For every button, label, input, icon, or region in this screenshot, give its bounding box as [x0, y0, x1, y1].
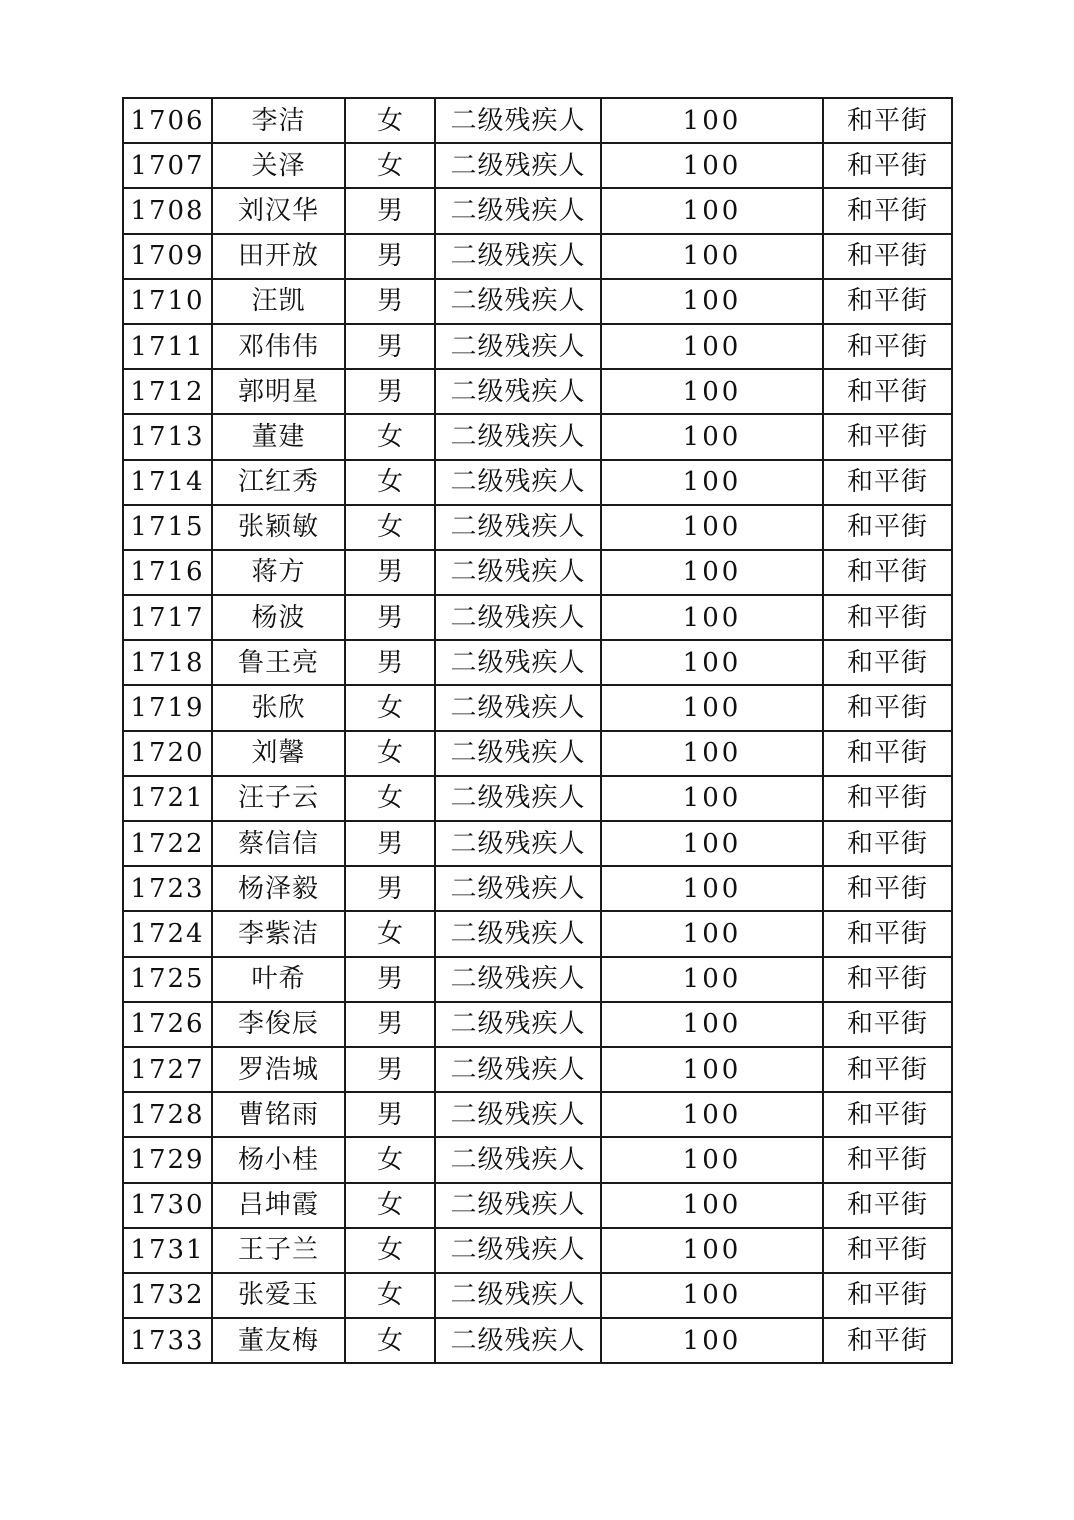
amount-cell: 100 — [601, 1273, 823, 1318]
gender-cell: 男 — [345, 324, 435, 369]
gender-cell: 男 — [345, 369, 435, 414]
gender-cell: 女 — [345, 731, 435, 776]
serial-number-cell: 1731 — [123, 1228, 212, 1273]
gender-cell: 男 — [345, 1092, 435, 1137]
table-row — [123, 1228, 952, 1273]
street-cell: 和平街 — [823, 640, 952, 685]
amount-cell: 100 — [601, 1183, 823, 1228]
name-cell: 张爱玉 — [212, 1273, 345, 1318]
category-cell: 二级残疾人 — [435, 1002, 601, 1047]
serial-number-cell: 1729 — [123, 1137, 212, 1182]
table-row — [123, 776, 952, 821]
street-cell: 和平街 — [823, 324, 952, 369]
gender-cell: 女 — [345, 98, 435, 143]
category-cell: 二级残疾人 — [435, 143, 601, 188]
gender-cell: 女 — [345, 1273, 435, 1318]
serial-number-cell: 1717 — [123, 595, 212, 640]
serial-number-cell: 1720 — [123, 731, 212, 776]
category-cell: 二级残疾人 — [435, 911, 601, 956]
street-cell: 和平街 — [823, 143, 952, 188]
street-cell: 和平街 — [823, 279, 952, 324]
table-row — [123, 98, 952, 143]
name-cell: 董友梅 — [212, 1318, 345, 1363]
category-cell: 二级残疾人 — [435, 866, 601, 911]
category-cell: 二级残疾人 — [435, 1047, 601, 1092]
name-cell: 曹铭雨 — [212, 1092, 345, 1137]
name-cell: 蒋方 — [212, 550, 345, 595]
table-row — [123, 324, 952, 369]
amount-cell: 100 — [601, 550, 823, 595]
street-cell: 和平街 — [823, 414, 952, 459]
table-row — [123, 866, 952, 911]
category-cell: 二级残疾人 — [435, 821, 601, 866]
amount-cell: 100 — [601, 911, 823, 956]
name-cell: 张颖敏 — [212, 505, 345, 550]
name-cell: 王子兰 — [212, 1228, 345, 1273]
name-cell: 鲁王亮 — [212, 640, 345, 685]
table-row — [123, 143, 952, 188]
street-cell: 和平街 — [823, 821, 952, 866]
amount-cell: 100 — [601, 188, 823, 233]
street-cell: 和平街 — [823, 1183, 952, 1228]
serial-number-cell: 1711 — [123, 324, 212, 369]
category-cell: 二级残疾人 — [435, 595, 601, 640]
name-cell: 张欣 — [212, 685, 345, 730]
category-cell: 二级残疾人 — [435, 1092, 601, 1137]
amount-cell: 100 — [601, 143, 823, 188]
gender-cell: 男 — [345, 957, 435, 1002]
gender-cell: 男 — [345, 640, 435, 685]
table-row — [123, 821, 952, 866]
name-cell: 罗浩城 — [212, 1047, 345, 1092]
street-cell: 和平街 — [823, 188, 952, 233]
serial-number-cell: 1709 — [123, 234, 212, 279]
category-cell: 二级残疾人 — [435, 234, 601, 279]
table-row — [123, 414, 952, 459]
serial-number-cell: 1723 — [123, 866, 212, 911]
amount-cell: 100 — [601, 957, 823, 1002]
street-cell: 和平街 — [823, 1137, 952, 1182]
gender-cell: 男 — [345, 279, 435, 324]
category-cell: 二级残疾人 — [435, 685, 601, 730]
gender-cell: 女 — [345, 143, 435, 188]
street-cell: 和平街 — [823, 550, 952, 595]
serial-number-cell: 1722 — [123, 821, 212, 866]
street-cell: 和平街 — [823, 98, 952, 143]
serial-number-cell: 1730 — [123, 1183, 212, 1228]
name-cell: 杨小桂 — [212, 1137, 345, 1182]
name-cell: 李俊辰 — [212, 1002, 345, 1047]
amount-cell: 100 — [601, 234, 823, 279]
gender-cell: 男 — [345, 595, 435, 640]
name-cell: 杨泽毅 — [212, 866, 345, 911]
category-cell: 二级残疾人 — [435, 550, 601, 595]
street-cell: 和平街 — [823, 1318, 952, 1363]
street-cell: 和平街 — [823, 731, 952, 776]
amount-cell: 100 — [601, 279, 823, 324]
amount-cell: 100 — [601, 731, 823, 776]
table-row — [123, 1183, 952, 1228]
street-cell: 和平街 — [823, 1092, 952, 1137]
amount-cell: 100 — [601, 369, 823, 414]
table-row — [123, 188, 952, 233]
category-cell: 二级残疾人 — [435, 776, 601, 821]
category-cell: 二级残疾人 — [435, 731, 601, 776]
table-row — [123, 1002, 952, 1047]
table-row — [123, 1273, 952, 1318]
category-cell: 二级残疾人 — [435, 414, 601, 459]
table-row — [123, 1092, 952, 1137]
gender-cell: 女 — [345, 776, 435, 821]
serial-number-cell: 1726 — [123, 1002, 212, 1047]
amount-cell: 100 — [601, 640, 823, 685]
serial-number-cell: 1721 — [123, 776, 212, 821]
name-cell: 李洁 — [212, 98, 345, 143]
street-cell: 和平街 — [823, 460, 952, 505]
amount-cell: 100 — [601, 595, 823, 640]
name-cell: 杨波 — [212, 595, 345, 640]
table-row — [123, 640, 952, 685]
gender-cell: 女 — [345, 685, 435, 730]
serial-number-cell: 1713 — [123, 414, 212, 459]
serial-number-cell: 1733 — [123, 1318, 212, 1363]
table-row — [123, 279, 952, 324]
table-row — [123, 1318, 952, 1363]
serial-number-cell: 1716 — [123, 550, 212, 595]
serial-number-cell: 1718 — [123, 640, 212, 685]
serial-number-cell: 1719 — [123, 685, 212, 730]
table-row — [123, 731, 952, 776]
amount-cell: 100 — [601, 776, 823, 821]
street-cell: 和平街 — [823, 776, 952, 821]
serial-number-cell: 1714 — [123, 460, 212, 505]
name-cell: 吕坤霞 — [212, 1183, 345, 1228]
serial-number-cell: 1724 — [123, 911, 212, 956]
street-cell: 和平街 — [823, 866, 952, 911]
gender-cell: 女 — [345, 1228, 435, 1273]
gender-cell: 女 — [345, 1183, 435, 1228]
gender-cell: 女 — [345, 1318, 435, 1363]
category-cell: 二级残疾人 — [435, 460, 601, 505]
table-row — [123, 911, 952, 956]
category-cell: 二级残疾人 — [435, 505, 601, 550]
category-cell: 二级残疾人 — [435, 957, 601, 1002]
serial-number-cell: 1715 — [123, 505, 212, 550]
category-cell: 二级残疾人 — [435, 1228, 601, 1273]
gender-cell: 男 — [345, 866, 435, 911]
gender-cell: 女 — [345, 414, 435, 459]
category-cell: 二级残疾人 — [435, 1137, 601, 1182]
serial-number-cell: 1710 — [123, 279, 212, 324]
street-cell: 和平街 — [823, 234, 952, 279]
amount-cell: 100 — [601, 821, 823, 866]
street-cell: 和平街 — [823, 1228, 952, 1273]
category-cell: 二级残疾人 — [435, 279, 601, 324]
name-cell: 汪子云 — [212, 776, 345, 821]
category-cell: 二级残疾人 — [435, 1273, 601, 1318]
category-cell: 二级残疾人 — [435, 369, 601, 414]
amount-cell: 100 — [601, 1228, 823, 1273]
amount-cell: 100 — [601, 98, 823, 143]
street-cell: 和平街 — [823, 1047, 952, 1092]
amount-cell: 100 — [601, 460, 823, 505]
category-cell: 二级残疾人 — [435, 324, 601, 369]
amount-cell: 100 — [601, 505, 823, 550]
table-row — [123, 685, 952, 730]
table-row — [123, 595, 952, 640]
name-cell: 郭明星 — [212, 369, 345, 414]
category-cell: 二级残疾人 — [435, 1318, 601, 1363]
gender-cell: 女 — [345, 1137, 435, 1182]
name-cell: 叶希 — [212, 957, 345, 1002]
street-cell: 和平街 — [823, 685, 952, 730]
gender-cell: 男 — [345, 1002, 435, 1047]
street-cell: 和平街 — [823, 369, 952, 414]
table-row — [123, 1047, 952, 1092]
gender-cell: 女 — [345, 911, 435, 956]
table-row — [123, 550, 952, 595]
gender-cell: 男 — [345, 550, 435, 595]
category-cell: 二级残疾人 — [435, 1183, 601, 1228]
serial-number-cell: 1727 — [123, 1047, 212, 1092]
street-cell: 和平街 — [823, 505, 952, 550]
street-cell: 和平街 — [823, 911, 952, 956]
gender-cell: 女 — [345, 505, 435, 550]
serial-number-cell: 1725 — [123, 957, 212, 1002]
category-cell: 二级残疾人 — [435, 98, 601, 143]
amount-cell: 100 — [601, 685, 823, 730]
gender-cell: 男 — [345, 1047, 435, 1092]
name-cell: 汪凯 — [212, 279, 345, 324]
name-cell: 江红秀 — [212, 460, 345, 505]
name-cell: 刘汉华 — [212, 188, 345, 233]
gender-cell: 男 — [345, 234, 435, 279]
serial-number-cell: 1732 — [123, 1273, 212, 1318]
category-cell: 二级残疾人 — [435, 188, 601, 233]
street-cell: 和平街 — [823, 1002, 952, 1047]
street-cell: 和平街 — [823, 595, 952, 640]
table-row — [123, 957, 952, 1002]
serial-number-cell: 1728 — [123, 1092, 212, 1137]
name-cell: 关泽 — [212, 143, 345, 188]
category-cell: 二级残疾人 — [435, 640, 601, 685]
amount-cell: 100 — [601, 1047, 823, 1092]
serial-number-cell: 1707 — [123, 143, 212, 188]
gender-cell: 男 — [345, 821, 435, 866]
name-cell: 刘馨 — [212, 731, 345, 776]
gender-cell: 女 — [345, 460, 435, 505]
amount-cell: 100 — [601, 1318, 823, 1363]
amount-cell: 100 — [601, 866, 823, 911]
street-cell: 和平街 — [823, 957, 952, 1002]
serial-number-cell: 1706 — [123, 98, 212, 143]
table-row — [123, 369, 952, 414]
table-row — [123, 234, 952, 279]
serial-number-cell: 1708 — [123, 188, 212, 233]
name-cell: 李紫洁 — [212, 911, 345, 956]
amount-cell: 100 — [601, 1002, 823, 1047]
amount-cell: 100 — [601, 414, 823, 459]
name-cell: 田开放 — [212, 234, 345, 279]
table-row — [123, 1137, 952, 1182]
name-cell: 蔡信信 — [212, 821, 345, 866]
roster-table — [122, 97, 953, 1364]
roster-table-body — [123, 98, 952, 1363]
name-cell: 董建 — [212, 414, 345, 459]
table-row — [123, 460, 952, 505]
amount-cell: 100 — [601, 1092, 823, 1137]
street-cell: 和平街 — [823, 1273, 952, 1318]
amount-cell: 100 — [601, 1137, 823, 1182]
table-row — [123, 505, 952, 550]
amount-cell: 100 — [601, 324, 823, 369]
gender-cell: 男 — [345, 188, 435, 233]
name-cell: 邓伟伟 — [212, 324, 345, 369]
serial-number-cell: 1712 — [123, 369, 212, 414]
